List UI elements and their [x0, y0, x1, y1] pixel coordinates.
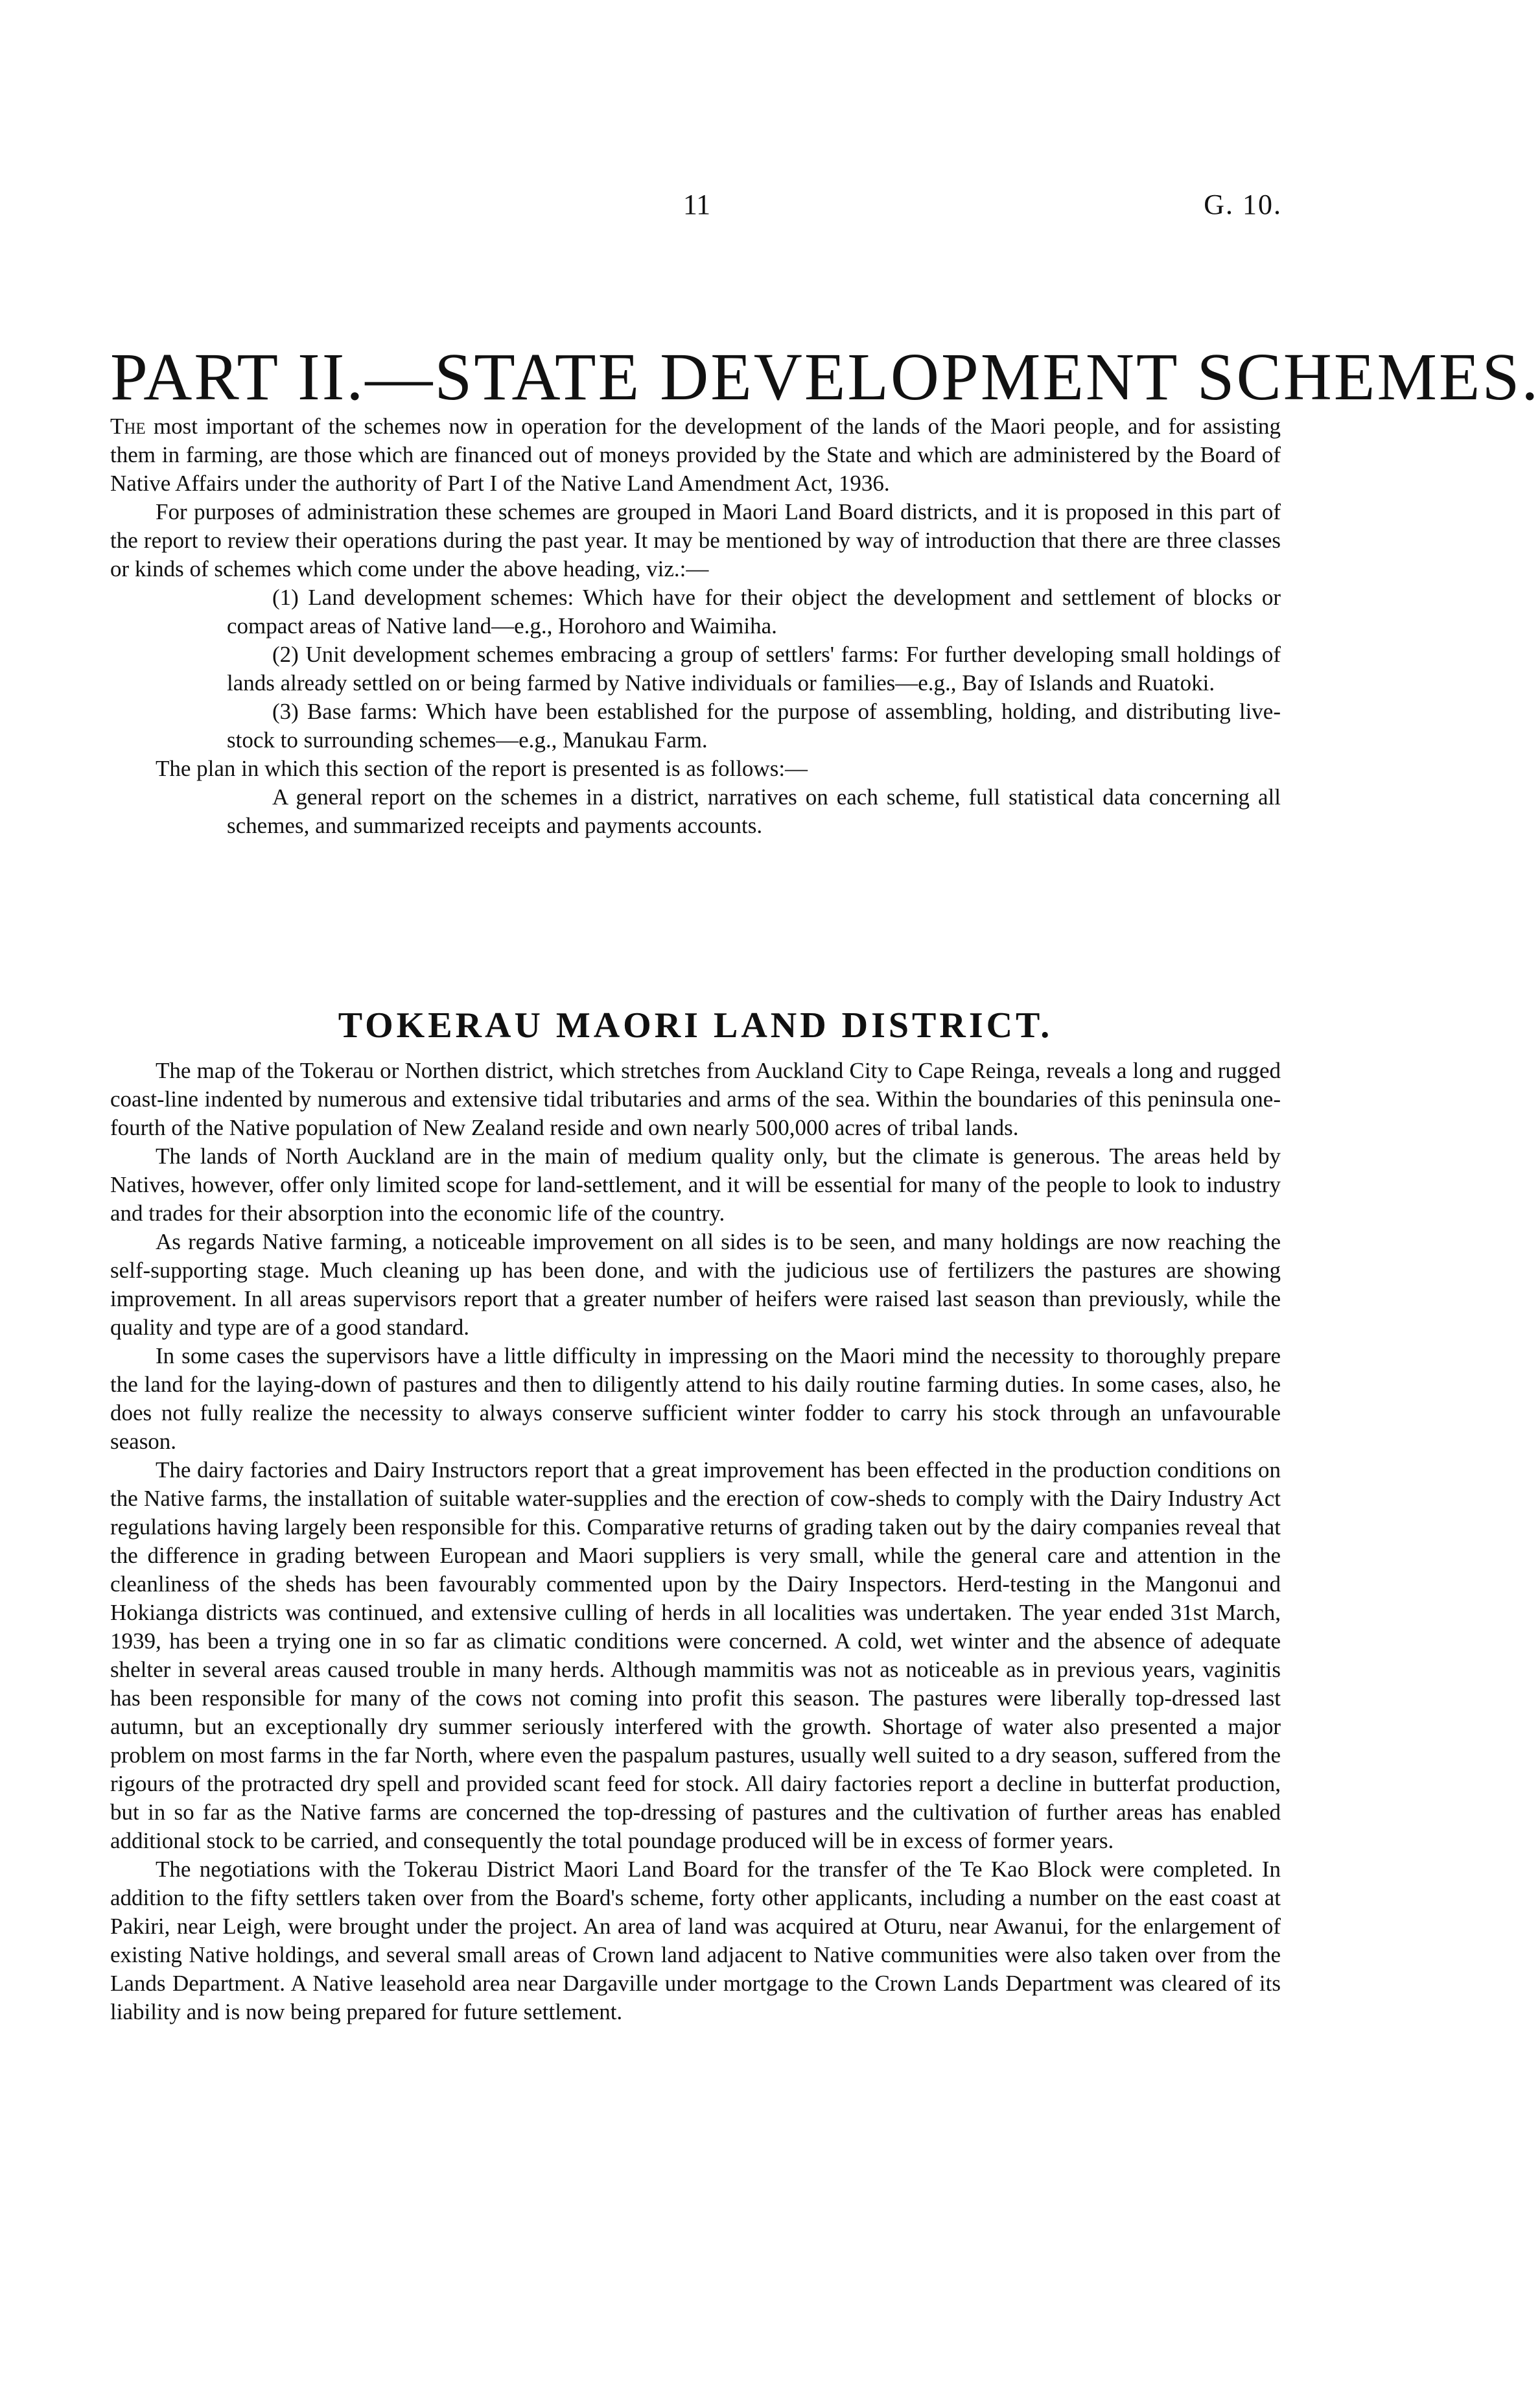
- intro-paragraph-1: [110, 412, 1281, 498]
- intro-lead-word: The: [110, 414, 146, 439]
- district-paragraph-5: The dairy factories and Dairy Instructors report that a great improvement has been effected in the production conditions on the Native farms, the installation of suitable water-supplies and the erection of cow-sheds to comply with the Dairy Industry Act regulations having largely been responsible for this. Comparative returns of grading taken out by the dairy companies reveal that the difference in grading between European and Maori suppliers is very small, while the general care and attention in the cleanliness of the sheds has been favourably commented upon by the Dairy Inspectors. Herd-testing in the Mangonui and Hokianga districts was continued, and extensive culling of herds in all localities was undertaken. The year ended 31st March, 1939, has been a trying one in so far as climatic conditions were concerned. A cold, wet winter and the absence of adequate shelter in several areas caused trouble in many herds. Although mammitis was not as noticeable as in previous years, vaginitis has been responsible for many of the cows not coming into profit this season. The pastures were liberally top-dressed last autumn, but an exceptionally dry summer seriously interfered with the growth. Shortage of water also presented a major problem on most farms in the far North, where even the paspalum pastures, usually well suited to a dry season, suffered from the rigours of the protracted dry spell and provided scant feed for stock. All dairy factories report a decline in butterfat production, but in so far as the Native farms are concerned the top-dressing of pastures and the cultivation of further areas has enabled additional stock to be carried, and consequently the total poundage produced will be in excess of former years.: [110, 1457, 1281, 1853]
- paper-reference: G. 10.: [1204, 189, 1282, 220]
- intro-paragraph-3: The plan in which this section of the report is presented is as follows:—: [156, 756, 808, 781]
- page-number: 11: [682, 189, 711, 220]
- intro-section: [110, 412, 1281, 840]
- district-paragraph-4: In some cases the supervisors have a little difficulty in impressing on the Maori mind the necessity to thoroughly prepare the land for the laying-down of pastures and then to diligently attend to his daily routine farming duties. In some cases, also, he does not fully realize the necessity to always conserve sufficient winter fodder to carry his stock through an unfavourable season.: [110, 1343, 1281, 1454]
- scheme-class-item-1: (1) Land development schemes: Which have for their object the development and settlement of blocks or compact areas of Native land—e.g., Horohoro and Waimiha.: [227, 585, 1281, 639]
- district-paragraph-2: The lands of North Auckland are in the main of medium quality only, but the climate is generous. The areas held by Natives, however, offer only limited scope for land-settlement, and it will be essential for many of the people to look to industry and trades for their absorption into the economic life of the country.: [110, 1143, 1281, 1226]
- district-paragraph-6: The negotiations with the Tokerau District Maori Land Board for the transfer of the Te Kao Block were completed. In addition to the fifty settlers taken over from the Board's scheme, forty other applicants, including a number on the east coast at Pakiri, near Leigh, were brought under the project. An area of land was acquired at Oturu, near Awanui, for the enlargement of existing Native holdings, and several small areas of Crown land adjacent to Native communities were also taken over from the Lands Department. A Native leasehold area near Dargaville under mortgage to the Crown Lands Department was cleared of its liability and is now being prepared for future settlement.: [110, 1857, 1281, 2024]
- intro-paragraph-2: For purposes of administration these schemes are grouped in Maori Land Board districts, and it is proposed in this part of the report to review their operations during the past year. It may be mentioned by way of introduction that there are three classes or kinds of schemes which come under the above heading, viz.:—: [110, 499, 1281, 581]
- district-paragraph-3: As regards Native farming, a noticeable improvement on all sides is to be seen, and many holdings are now reaching the self-supporting stage. Much cleaning up has been done, and with the judicious use of fertilizers the pastures are showing improvement. In all areas supervisors report that a greater number of heifers were raised last season than previously, while the quality and type are of a good standard.: [110, 1229, 1281, 1340]
- scheme-class-item-2: (2) Unit development schemes embracing a group of settlers' farms: For further developing small holdings of lands already settled on or being farmed by Native individuals or families—e.g., Bay of Islands and Ruatoki.: [227, 642, 1281, 696]
- intro-paragraph-4: A general report on the schemes in a district, narratives on each scheme, full statistical data concerning all schemes, and summarized receipts and payments accounts.: [227, 784, 1281, 838]
- part-title: PART II.—STATE DEVELOPMENT SCHEMES.: [110, 340, 1540, 414]
- district-section: [110, 1057, 1281, 2026]
- scheme-class-item-3: (3) Base farms: Which have been established for the purpose of assembling, holding, and distributing live-stock to surrounding schemes—e.g., Manukau Farm.: [227, 699, 1281, 753]
- district-paragraph-1: The map of the Tokerau or Northen district, which stretches from Auckland City to Cape Reinga, reveals a long and rugged coast-line indented by numerous and extensive tidal tributaries and arms of the sea. Within the boundaries of this peninsula one-fourth of the Native population of New Zealand reside and own nearly 500,000 acres of tribal lands.: [110, 1058, 1281, 1140]
- page-header: [0, 188, 1392, 227]
- intro-paragraph-1-text: most important of the schemes now in operation for the development of the lands of the Maori people, and for assisting them in farming, are those which are financed out of moneys provided by the State and which are administered by the Board of Native Affairs under the authority of Part I of the Native Land Amendment Act, 1936.: [110, 414, 1281, 496]
- district-title: TOKERAU MAORI LAND DISTRICT.: [338, 1005, 1053, 1046]
